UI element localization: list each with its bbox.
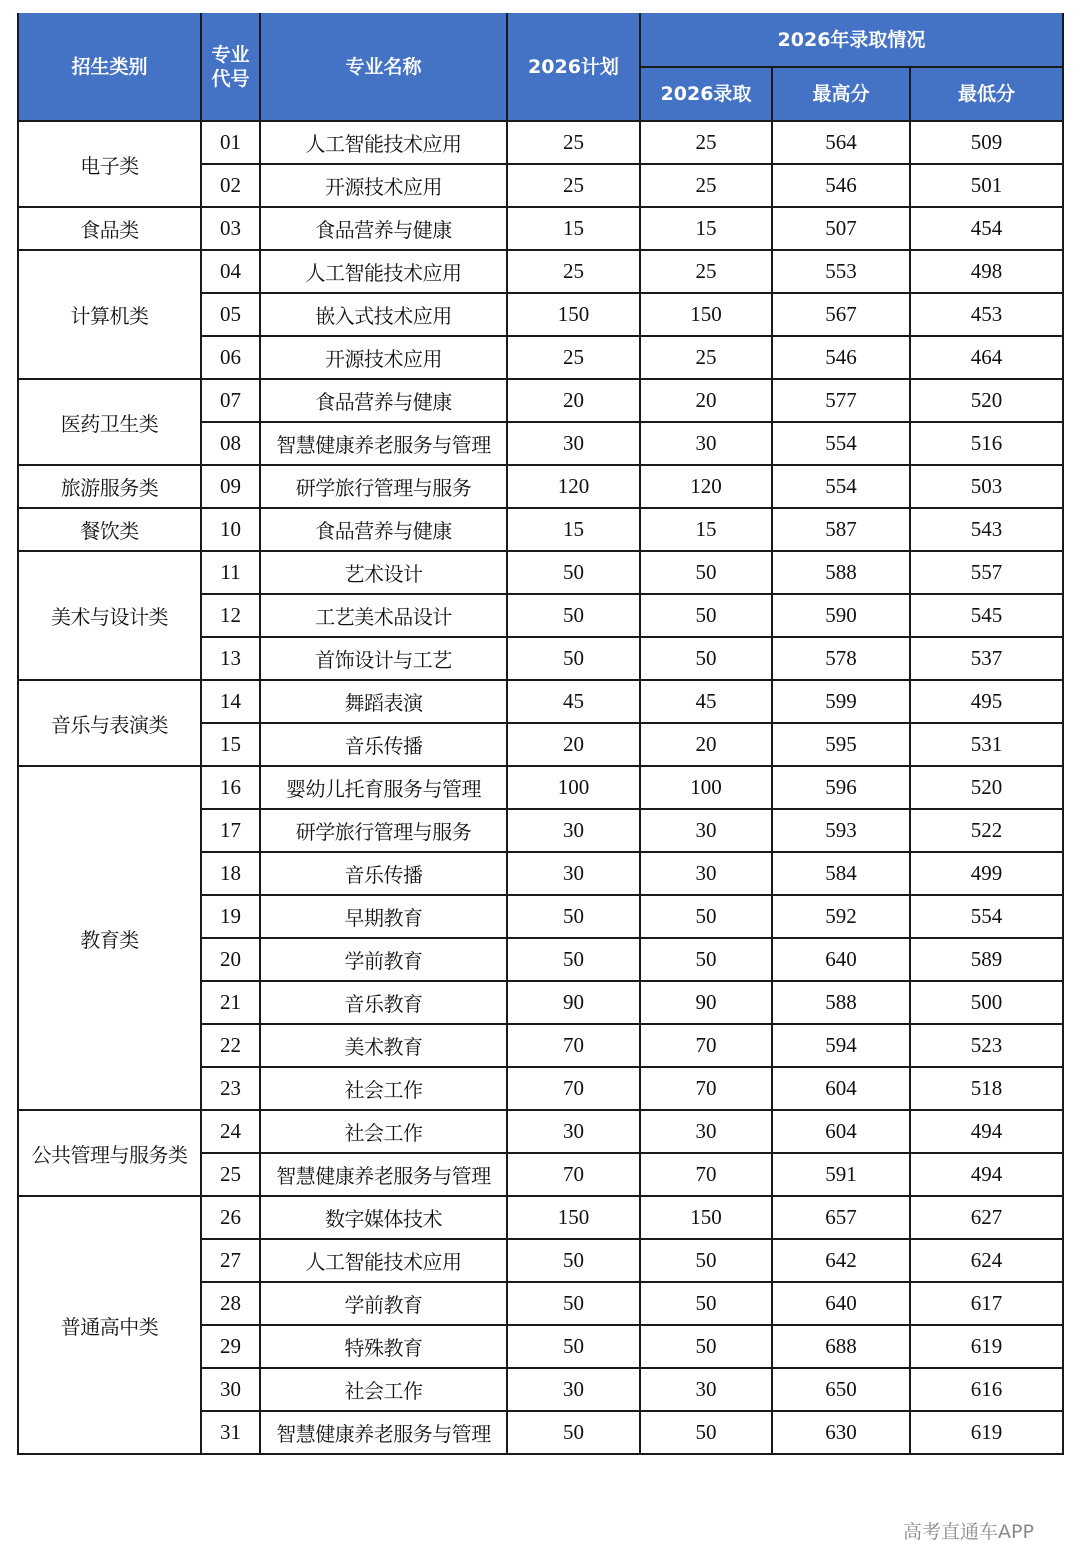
admitted-cell: 25 bbox=[640, 121, 772, 164]
min-score-cell: 531 bbox=[910, 723, 1063, 766]
header-category: 招生类别 bbox=[18, 13, 201, 121]
plan-cell: 50 bbox=[507, 1411, 640, 1454]
major-cell: 开源技术应用 bbox=[260, 336, 507, 379]
major-cell: 婴幼儿托育服务与管理 bbox=[260, 766, 507, 809]
code-cell: 09 bbox=[201, 465, 260, 508]
max-score-cell: 564 bbox=[772, 121, 910, 164]
category-cell: 美术与设计类 bbox=[18, 551, 201, 680]
code-cell: 07 bbox=[201, 379, 260, 422]
admitted-cell: 50 bbox=[640, 1411, 772, 1454]
major-cell: 数字媒体技术 bbox=[260, 1196, 507, 1239]
major-cell: 艺术设计 bbox=[260, 551, 507, 594]
admitted-cell: 45 bbox=[640, 680, 772, 723]
plan-cell: 50 bbox=[507, 938, 640, 981]
plan-cell: 50 bbox=[507, 1325, 640, 1368]
max-score-cell: 578 bbox=[772, 637, 910, 680]
max-score-cell: 688 bbox=[772, 1325, 910, 1368]
admitted-cell: 70 bbox=[640, 1153, 772, 1196]
plan-cell: 50 bbox=[507, 1239, 640, 1282]
max-score-cell: 567 bbox=[772, 293, 910, 336]
table-row bbox=[18, 1196, 1063, 1239]
min-score-cell: 616 bbox=[910, 1368, 1063, 1411]
max-score-cell: 546 bbox=[772, 164, 910, 207]
max-score-cell: 554 bbox=[772, 465, 910, 508]
plan-cell: 70 bbox=[507, 1153, 640, 1196]
max-score-cell: 554 bbox=[772, 422, 910, 465]
max-score-cell: 593 bbox=[772, 809, 910, 852]
code-cell: 28 bbox=[201, 1282, 260, 1325]
max-score-cell: 588 bbox=[772, 981, 910, 1024]
min-score-cell: 509 bbox=[910, 121, 1063, 164]
code-cell: 17 bbox=[201, 809, 260, 852]
admitted-cell: 30 bbox=[640, 852, 772, 895]
code-cell: 03 bbox=[201, 207, 260, 250]
max-score-cell: 604 bbox=[772, 1110, 910, 1153]
plan-cell: 100 bbox=[507, 766, 640, 809]
category-cell: 电子类 bbox=[18, 121, 201, 207]
max-score-cell: 594 bbox=[772, 1024, 910, 1067]
min-score-cell: 619 bbox=[910, 1411, 1063, 1454]
admitted-cell: 30 bbox=[640, 809, 772, 852]
code-cell: 26 bbox=[201, 1196, 260, 1239]
admitted-cell: 25 bbox=[640, 250, 772, 293]
max-score-cell: 640 bbox=[772, 938, 910, 981]
code-cell: 21 bbox=[201, 981, 260, 1024]
min-score-cell: 589 bbox=[910, 938, 1063, 981]
table-row bbox=[18, 465, 1063, 508]
max-score-cell: 657 bbox=[772, 1196, 910, 1239]
major-cell: 学前教育 bbox=[260, 1282, 507, 1325]
code-cell: 19 bbox=[201, 895, 260, 938]
admitted-cell: 50 bbox=[640, 637, 772, 680]
admitted-cell: 30 bbox=[640, 1368, 772, 1411]
major-cell: 学前教育 bbox=[260, 938, 507, 981]
code-cell: 18 bbox=[201, 852, 260, 895]
plan-cell: 30 bbox=[507, 1110, 640, 1153]
major-cell: 人工智能技术应用 bbox=[260, 1239, 507, 1282]
code-cell: 15 bbox=[201, 723, 260, 766]
max-score-cell: 599 bbox=[772, 680, 910, 723]
code-cell: 30 bbox=[201, 1368, 260, 1411]
plan-cell: 15 bbox=[507, 207, 640, 250]
header-min-score: 最低分 bbox=[910, 67, 1063, 121]
major-cell: 嵌入式技术应用 bbox=[260, 293, 507, 336]
admitted-cell: 20 bbox=[640, 723, 772, 766]
plan-cell: 15 bbox=[507, 508, 640, 551]
code-cell: 24 bbox=[201, 1110, 260, 1153]
major-cell: 食品营养与健康 bbox=[260, 508, 507, 551]
admitted-cell: 25 bbox=[640, 336, 772, 379]
header-max-score: 最高分 bbox=[772, 67, 910, 121]
category-cell: 食品类 bbox=[18, 207, 201, 250]
admission-table bbox=[17, 13, 1064, 1455]
plan-cell: 45 bbox=[507, 680, 640, 723]
admitted-cell: 120 bbox=[640, 465, 772, 508]
min-score-cell: 537 bbox=[910, 637, 1063, 680]
min-score-cell: 499 bbox=[910, 852, 1063, 895]
plan-cell: 30 bbox=[507, 422, 640, 465]
plan-cell: 30 bbox=[507, 809, 640, 852]
min-score-cell: 520 bbox=[910, 379, 1063, 422]
plan-cell: 30 bbox=[507, 1368, 640, 1411]
major-cell: 舞蹈表演 bbox=[260, 680, 507, 723]
header-admission-group: 2026年录取情况 bbox=[640, 13, 1063, 67]
min-score-cell: 494 bbox=[910, 1110, 1063, 1153]
min-score-cell: 503 bbox=[910, 465, 1063, 508]
major-cell: 食品营养与健康 bbox=[260, 379, 507, 422]
min-score-cell: 518 bbox=[910, 1067, 1063, 1110]
plan-cell: 150 bbox=[507, 293, 640, 336]
plan-cell: 25 bbox=[507, 164, 640, 207]
header-major: 专业名称 bbox=[260, 13, 507, 121]
category-cell: 医药卫生类 bbox=[18, 379, 201, 465]
category-cell: 普通高中类 bbox=[18, 1196, 201, 1454]
min-score-cell: 523 bbox=[910, 1024, 1063, 1067]
max-score-cell: 592 bbox=[772, 895, 910, 938]
code-cell: 05 bbox=[201, 293, 260, 336]
code-cell: 14 bbox=[201, 680, 260, 723]
min-score-cell: 543 bbox=[910, 508, 1063, 551]
max-score-cell: 604 bbox=[772, 1067, 910, 1110]
admitted-cell: 50 bbox=[640, 938, 772, 981]
table-row bbox=[18, 551, 1063, 594]
admitted-cell: 150 bbox=[640, 293, 772, 336]
code-cell: 06 bbox=[201, 336, 260, 379]
min-score-cell: 522 bbox=[910, 809, 1063, 852]
admitted-cell: 30 bbox=[640, 1110, 772, 1153]
min-score-cell: 500 bbox=[910, 981, 1063, 1024]
major-cell: 音乐传播 bbox=[260, 852, 507, 895]
watermark: 高考直通车APP bbox=[903, 1521, 1034, 1543]
table-body bbox=[18, 121, 1063, 1454]
admitted-cell: 50 bbox=[640, 594, 772, 637]
plan-cell: 90 bbox=[507, 981, 640, 1024]
code-cell: 04 bbox=[201, 250, 260, 293]
max-score-cell: 546 bbox=[772, 336, 910, 379]
code-cell: 10 bbox=[201, 508, 260, 551]
admitted-cell: 20 bbox=[640, 379, 772, 422]
max-score-cell: 640 bbox=[772, 1282, 910, 1325]
max-score-cell: 588 bbox=[772, 551, 910, 594]
code-cell: 13 bbox=[201, 637, 260, 680]
code-cell: 29 bbox=[201, 1325, 260, 1368]
code-cell: 23 bbox=[201, 1067, 260, 1110]
header-plan: 2026计划 bbox=[507, 13, 640, 121]
max-score-cell: 642 bbox=[772, 1239, 910, 1282]
major-cell: 美术教育 bbox=[260, 1024, 507, 1067]
min-score-cell: 624 bbox=[910, 1239, 1063, 1282]
min-score-cell: 545 bbox=[910, 594, 1063, 637]
category-cell: 旅游服务类 bbox=[18, 465, 201, 508]
admitted-cell: 70 bbox=[640, 1024, 772, 1067]
table-row bbox=[18, 680, 1063, 723]
admitted-cell: 100 bbox=[640, 766, 772, 809]
major-cell: 研学旅行管理与服务 bbox=[260, 809, 507, 852]
major-cell: 音乐传播 bbox=[260, 723, 507, 766]
category-cell: 餐饮类 bbox=[18, 508, 201, 551]
code-cell: 02 bbox=[201, 164, 260, 207]
header-code-line2: 代号 bbox=[211, 67, 250, 90]
plan-cell: 150 bbox=[507, 1196, 640, 1239]
admitted-cell: 15 bbox=[640, 207, 772, 250]
code-cell: 11 bbox=[201, 551, 260, 594]
admitted-cell: 15 bbox=[640, 508, 772, 551]
code-cell: 31 bbox=[201, 1411, 260, 1454]
table-row bbox=[18, 207, 1063, 250]
min-score-cell: 454 bbox=[910, 207, 1063, 250]
admitted-cell: 150 bbox=[640, 1196, 772, 1239]
plan-cell: 30 bbox=[507, 852, 640, 895]
admitted-cell: 90 bbox=[640, 981, 772, 1024]
table-row bbox=[18, 766, 1063, 809]
major-cell: 工艺美术品设计 bbox=[260, 594, 507, 637]
major-cell: 音乐教育 bbox=[260, 981, 507, 1024]
major-cell: 社会工作 bbox=[260, 1368, 507, 1411]
plan-cell: 25 bbox=[507, 250, 640, 293]
min-score-cell: 619 bbox=[910, 1325, 1063, 1368]
plan-cell: 70 bbox=[507, 1067, 640, 1110]
major-cell: 智慧健康养老服务与管理 bbox=[260, 422, 507, 465]
admitted-cell: 50 bbox=[640, 1325, 772, 1368]
code-cell: 16 bbox=[201, 766, 260, 809]
table-header bbox=[18, 13, 1063, 121]
code-cell: 01 bbox=[201, 121, 260, 164]
max-score-cell: 553 bbox=[772, 250, 910, 293]
min-score-cell: 494 bbox=[910, 1153, 1063, 1196]
header-code-line1: 专业 bbox=[211, 43, 250, 66]
category-cell: 教育类 bbox=[18, 766, 201, 1110]
min-score-cell: 495 bbox=[910, 680, 1063, 723]
major-cell: 食品营养与健康 bbox=[260, 207, 507, 250]
header-code bbox=[201, 13, 260, 121]
admitted-cell: 30 bbox=[640, 422, 772, 465]
plan-cell: 20 bbox=[507, 723, 640, 766]
plan-cell: 50 bbox=[507, 895, 640, 938]
min-score-cell: 520 bbox=[910, 766, 1063, 809]
min-score-cell: 516 bbox=[910, 422, 1063, 465]
plan-cell: 20 bbox=[507, 379, 640, 422]
major-cell: 智慧健康养老服务与管理 bbox=[260, 1153, 507, 1196]
max-score-cell: 650 bbox=[772, 1368, 910, 1411]
plan-cell: 50 bbox=[507, 637, 640, 680]
major-cell: 社会工作 bbox=[260, 1067, 507, 1110]
major-cell: 开源技术应用 bbox=[260, 164, 507, 207]
plan-cell: 50 bbox=[507, 1282, 640, 1325]
max-score-cell: 590 bbox=[772, 594, 910, 637]
category-cell: 公共管理与服务类 bbox=[18, 1110, 201, 1196]
min-score-cell: 464 bbox=[910, 336, 1063, 379]
category-cell: 音乐与表演类 bbox=[18, 680, 201, 766]
admitted-cell: 50 bbox=[640, 895, 772, 938]
code-cell: 22 bbox=[201, 1024, 260, 1067]
min-score-cell: 617 bbox=[910, 1282, 1063, 1325]
table-row bbox=[18, 250, 1063, 293]
major-cell: 首饰设计与工艺 bbox=[260, 637, 507, 680]
code-cell: 08 bbox=[201, 422, 260, 465]
category-cell: 计算机类 bbox=[18, 250, 201, 379]
max-score-cell: 596 bbox=[772, 766, 910, 809]
major-cell: 人工智能技术应用 bbox=[260, 121, 507, 164]
max-score-cell: 595 bbox=[772, 723, 910, 766]
admitted-cell: 70 bbox=[640, 1067, 772, 1110]
major-cell: 人工智能技术应用 bbox=[260, 250, 507, 293]
max-score-cell: 630 bbox=[772, 1411, 910, 1454]
admitted-cell: 50 bbox=[640, 551, 772, 594]
table-row bbox=[18, 379, 1063, 422]
major-cell: 智慧健康养老服务与管理 bbox=[260, 1411, 507, 1454]
min-score-cell: 498 bbox=[910, 250, 1063, 293]
max-score-cell: 584 bbox=[772, 852, 910, 895]
max-score-cell: 507 bbox=[772, 207, 910, 250]
admitted-cell: 50 bbox=[640, 1282, 772, 1325]
code-cell: 20 bbox=[201, 938, 260, 981]
min-score-cell: 501 bbox=[910, 164, 1063, 207]
major-cell: 早期教育 bbox=[260, 895, 507, 938]
plan-cell: 50 bbox=[507, 551, 640, 594]
table-row bbox=[18, 1110, 1063, 1153]
header-admitted: 2026录取 bbox=[640, 67, 772, 121]
min-score-cell: 554 bbox=[910, 895, 1063, 938]
plan-cell: 50 bbox=[507, 594, 640, 637]
plan-cell: 120 bbox=[507, 465, 640, 508]
major-cell: 研学旅行管理与服务 bbox=[260, 465, 507, 508]
min-score-cell: 627 bbox=[910, 1196, 1063, 1239]
max-score-cell: 587 bbox=[772, 508, 910, 551]
table-row bbox=[18, 121, 1063, 164]
plan-cell: 70 bbox=[507, 1024, 640, 1067]
min-score-cell: 557 bbox=[910, 551, 1063, 594]
code-cell: 27 bbox=[201, 1239, 260, 1282]
plan-cell: 25 bbox=[507, 336, 640, 379]
table-row bbox=[18, 508, 1063, 551]
major-cell: 社会工作 bbox=[260, 1110, 507, 1153]
admitted-cell: 50 bbox=[640, 1239, 772, 1282]
plan-cell: 25 bbox=[507, 121, 640, 164]
major-cell: 特殊教育 bbox=[260, 1325, 507, 1368]
code-cell: 25 bbox=[201, 1153, 260, 1196]
max-score-cell: 591 bbox=[772, 1153, 910, 1196]
code-cell: 12 bbox=[201, 594, 260, 637]
max-score-cell: 577 bbox=[772, 379, 910, 422]
min-score-cell: 453 bbox=[910, 293, 1063, 336]
admitted-cell: 25 bbox=[640, 164, 772, 207]
